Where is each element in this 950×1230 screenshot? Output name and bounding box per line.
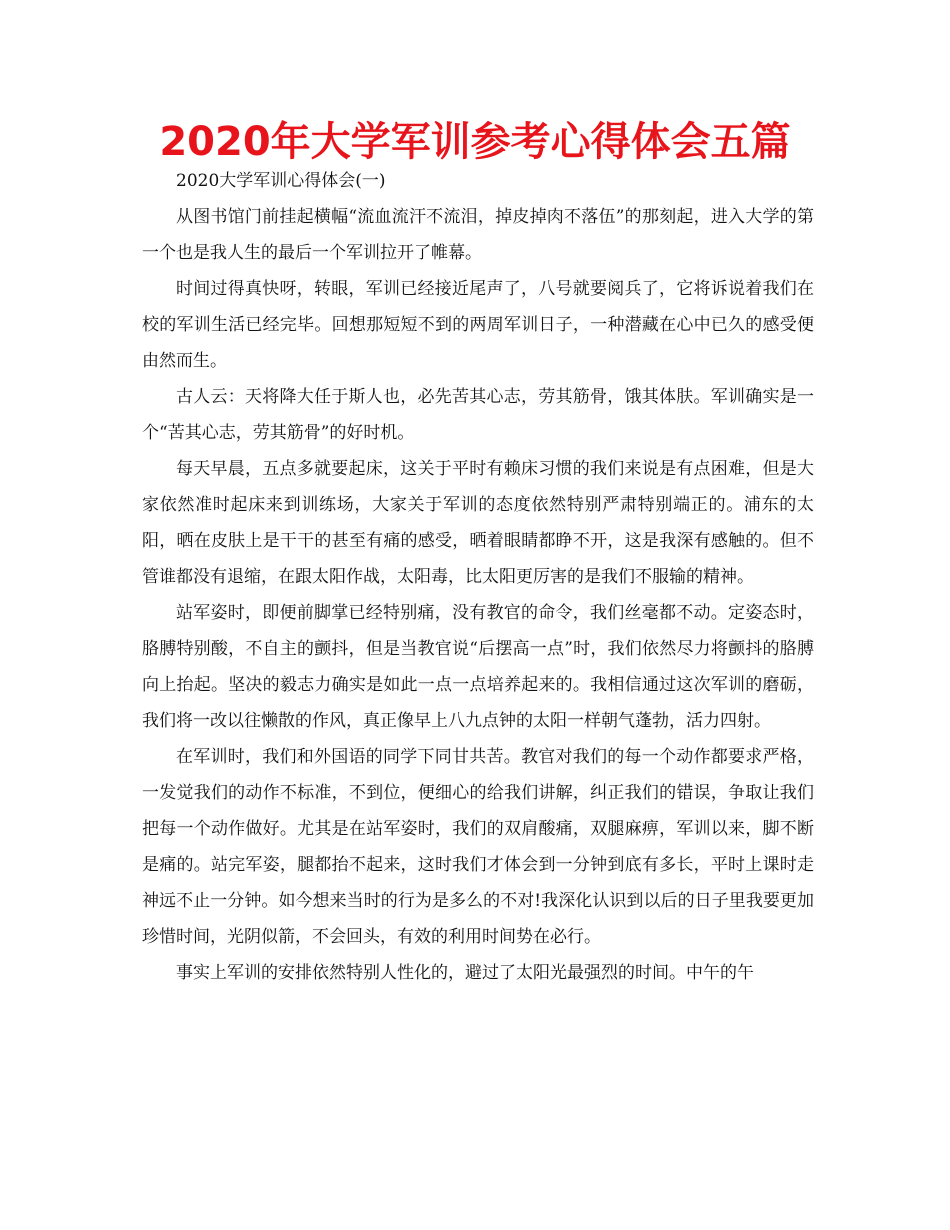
paragraph-5: 站军姿时，即便前脚掌已经特别痛，没有教官的命令，我们丝毫都不动。定姿态时，胳膊特别酸，不自主的颤抖，但是当教官说“后摆高一点”时，我们依然尽力将颤抖的胳膊向上抬起。坚决的毅志力确实是如此一点一点培养起来的。我相信通过这次军训的磨砺，我们将一改以往懒散的作风，真正像早上八九点钟的太阳一样朝气蓬勃，活力四射。 xyxy=(142,603,814,731)
paragraph-2: 时间过得真快呀，转眼，军训已经接近尾声了，八号就要阅兵了，它将诉说着我们在校的军训生活已经完毕。回想那短短不到的两周军训日子，一种潜藏在心中已久的感受便由然而生。 xyxy=(142,279,814,371)
paragraph-4: 每天早晨，五点多就要起床，这关于平时有赖床习惯的我们来说是有点困难，但是大家依然准时起床来到训练场，大家关于军训的态度依然特别严肃特别端正的。浦东的太阳，晒在皮肤上是干干的甚至有痛的感受，晒着眼睛都睁不开，这是我深有感触的。但不管谁都没有退缩，在跟太阳作战，太阳毒，比太阳更厉害的是我们不服输的精神。 xyxy=(142,459,814,587)
paragraph-1: 从图书馆门前挂起横幅“流血流汗不流泪，掉皮掉肉不落伍”的那刻起，进入大学的第一个也是我人生的最后一个军训拉开了帷幕。 xyxy=(142,207,814,263)
section-heading: 2020大学军训心得体会(一) xyxy=(176,171,386,191)
paragraph-3: 古人云：天将降大任于斯人也，必先苦其心志，劳其筋骨，饿其体肤。军训确实是一个“苦其心志，劳其筋骨”的好时机。 xyxy=(142,387,814,443)
document-title: 2020年大学军训参考心得体会五篇 xyxy=(159,119,791,165)
paragraph-6: 在军训时，我们和外国语的同学下同甘共苦。教官对我们的每一个动作都要求严格，一发觉我们的动作不标准，不到位，便细心的给我们讲解，纠正我们的错误，争取让我们把每一个动作做好。尤其是在站军姿时，我们的双肩酸痛，双腿麻痹，军训以来，脚不断是痛的。站完军姿，腿都抬不起来，这时我们才体会到一分钟到底有多长，平时上课时走神远不止一分钟。如今想来当时的行为是多么的不对!我深化认识到以后的日子里我要更加珍惜时间，光阴似箭，不会回头，有效的利用时间势在必行。 xyxy=(142,747,814,947)
paragraph-7: 事实上军训的安排依然特别人性化的，避过了太阳光最强烈的时间。中午的午 xyxy=(176,963,754,983)
document-body xyxy=(142,163,814,991)
